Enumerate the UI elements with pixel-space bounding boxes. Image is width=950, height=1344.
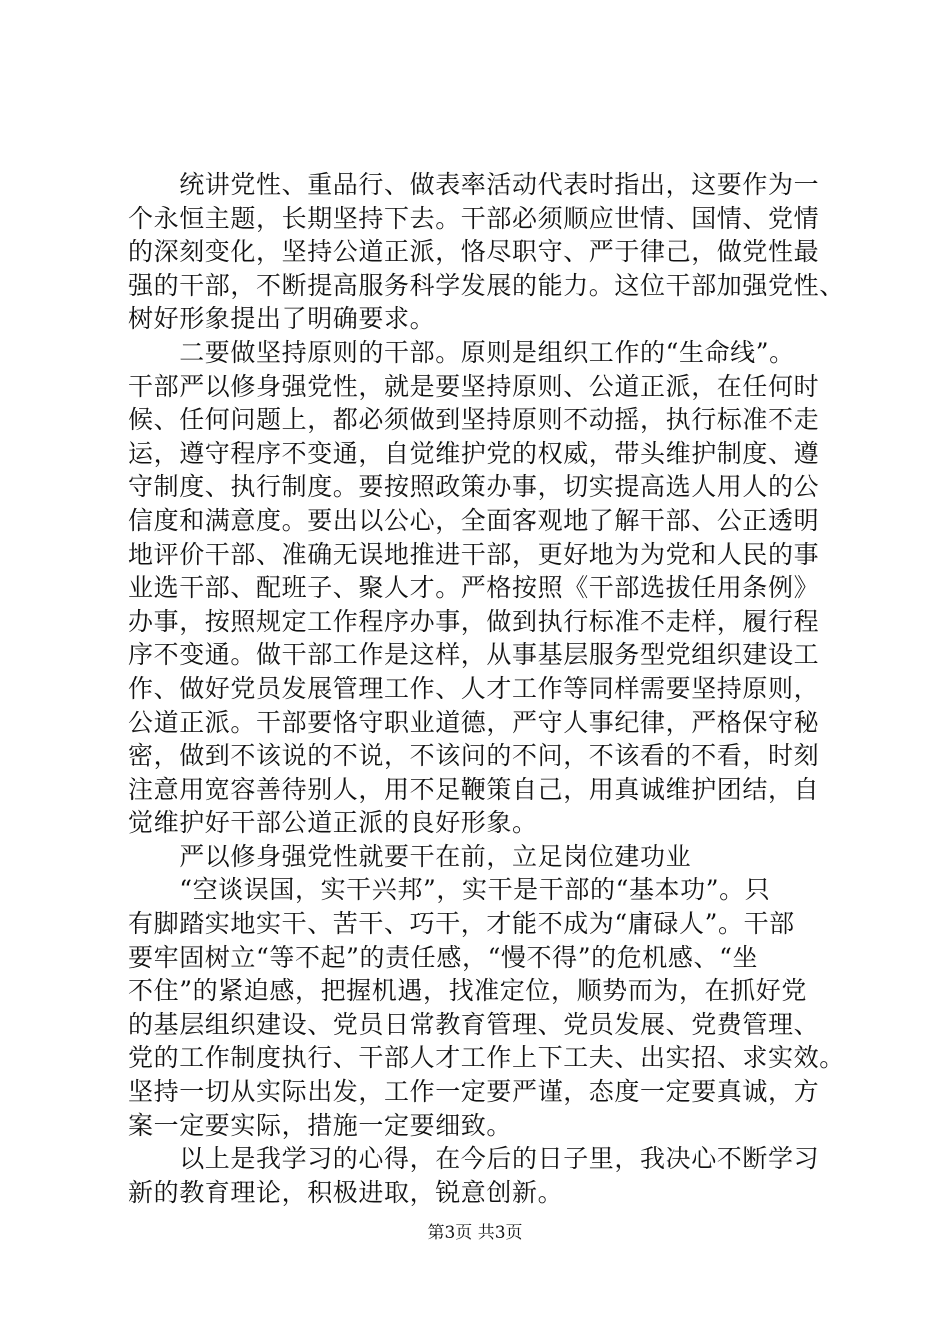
text-line: 树好形象提出了明确要求。 xyxy=(128,304,436,334)
text-line: “空谈误国，实干兴邦”，实干是干部的“基本功”。只 xyxy=(128,875,771,905)
text-line: 要牢固树立“等不起”的责任感，“慢不得”的危机感、“坐 xyxy=(128,942,759,972)
text-line: 的深刻变化，坚持公道正派，恪尽职守、严于律己，做党性最 xyxy=(128,237,820,267)
page-footer: 第3页 共3页 xyxy=(427,1223,523,1243)
text-line: 个永恒主题，长期坚持下去。干部必须顺应世情、国情、党情 xyxy=(128,203,820,233)
text-line: 信度和满意度。要出以公心，全面客观地了解干部、公正透明 xyxy=(128,505,820,535)
text-line: 以上是我学习的心得，在今后的日子里，我决心不断学习 xyxy=(128,1144,820,1174)
text-line: 注意用宽容善待别人，用不足鞭策自己，用真诚维护团结，自 xyxy=(128,774,820,804)
section-heading: 严以修身强党性就要干在前，立足岗位建功业 xyxy=(128,841,692,871)
text-line: 强的干部，不断提高服务科学发展的能力。这位干部加强党性、 xyxy=(128,270,845,300)
text-line: 不住”的紧迫感，把握机遇，找准定位，顺势而为，在抓好党 xyxy=(128,976,807,1006)
text-line: 地评价干部、准确无误地推进干部，更好地为为党和人民的事 xyxy=(128,539,820,569)
text-line: 新的教育理论，积极进取，锐意创新。 xyxy=(128,1177,564,1207)
text-line: 有脚踏实地实干、苦干、巧干，才能不成为“庸碌人”。干部 xyxy=(128,909,795,939)
body-text xyxy=(128,168,848,1209)
text-line: 觉维护好干部公道正派的良好形象。 xyxy=(128,808,538,838)
text-line: 坚持一切从实际出发，工作一定要严谨，态度一定要真诚，方 xyxy=(128,1077,820,1107)
text-line: 党的工作制度执行、干部人才工作上下工夫、出实招、求实效。 xyxy=(128,1043,845,1073)
text-line: 办事，按照规定工作程序办事，做到执行标准不走样，履行程 xyxy=(128,606,820,636)
text-line: 作、做好党员发展管理工作、人才工作等同样需要坚持原则， xyxy=(128,673,820,703)
text-line: 密，做到不该说的不说，不该问的不问，不该看的不看，时刻 xyxy=(128,741,820,771)
text-line: 候、任何问题上，都必须做到坚持原则不动摇，执行标准不走 xyxy=(128,405,820,435)
text-line: 运，遵守程序不变通，自觉维护党的权威，带头维护制度、遵 xyxy=(128,438,820,468)
text-line: 序不变通。做干部工作是这样，从事基层服务型党组织建设工 xyxy=(128,640,820,670)
text-line: 二要做坚持原则的干部。原则是组织工作的“生命线”。 xyxy=(128,337,795,367)
text-line: 公道正派。干部要恪守职业道德，严守人事纪律，严格保守秘 xyxy=(128,707,820,737)
text-line: 业选干部、配班子、聚人才。严格按照《干部选拔任用条例》 xyxy=(128,573,820,603)
text-line: 干部严以修身强党性，就是要坚持原则、公道正派，在任何时 xyxy=(128,371,820,401)
text-line: 的基层组织建设、党员日常教育管理、党员发展、党费管理、 xyxy=(128,1009,820,1039)
text-line: 统讲党性、重品行、做表率活动代表时指出，这要作为一 xyxy=(128,170,820,199)
text-line: 案一定要实际，措施一定要细致。 xyxy=(128,1110,513,1140)
text-line: 守制度、执行制度。要按照政策办事，切实提高选人用人的公 xyxy=(128,472,820,502)
